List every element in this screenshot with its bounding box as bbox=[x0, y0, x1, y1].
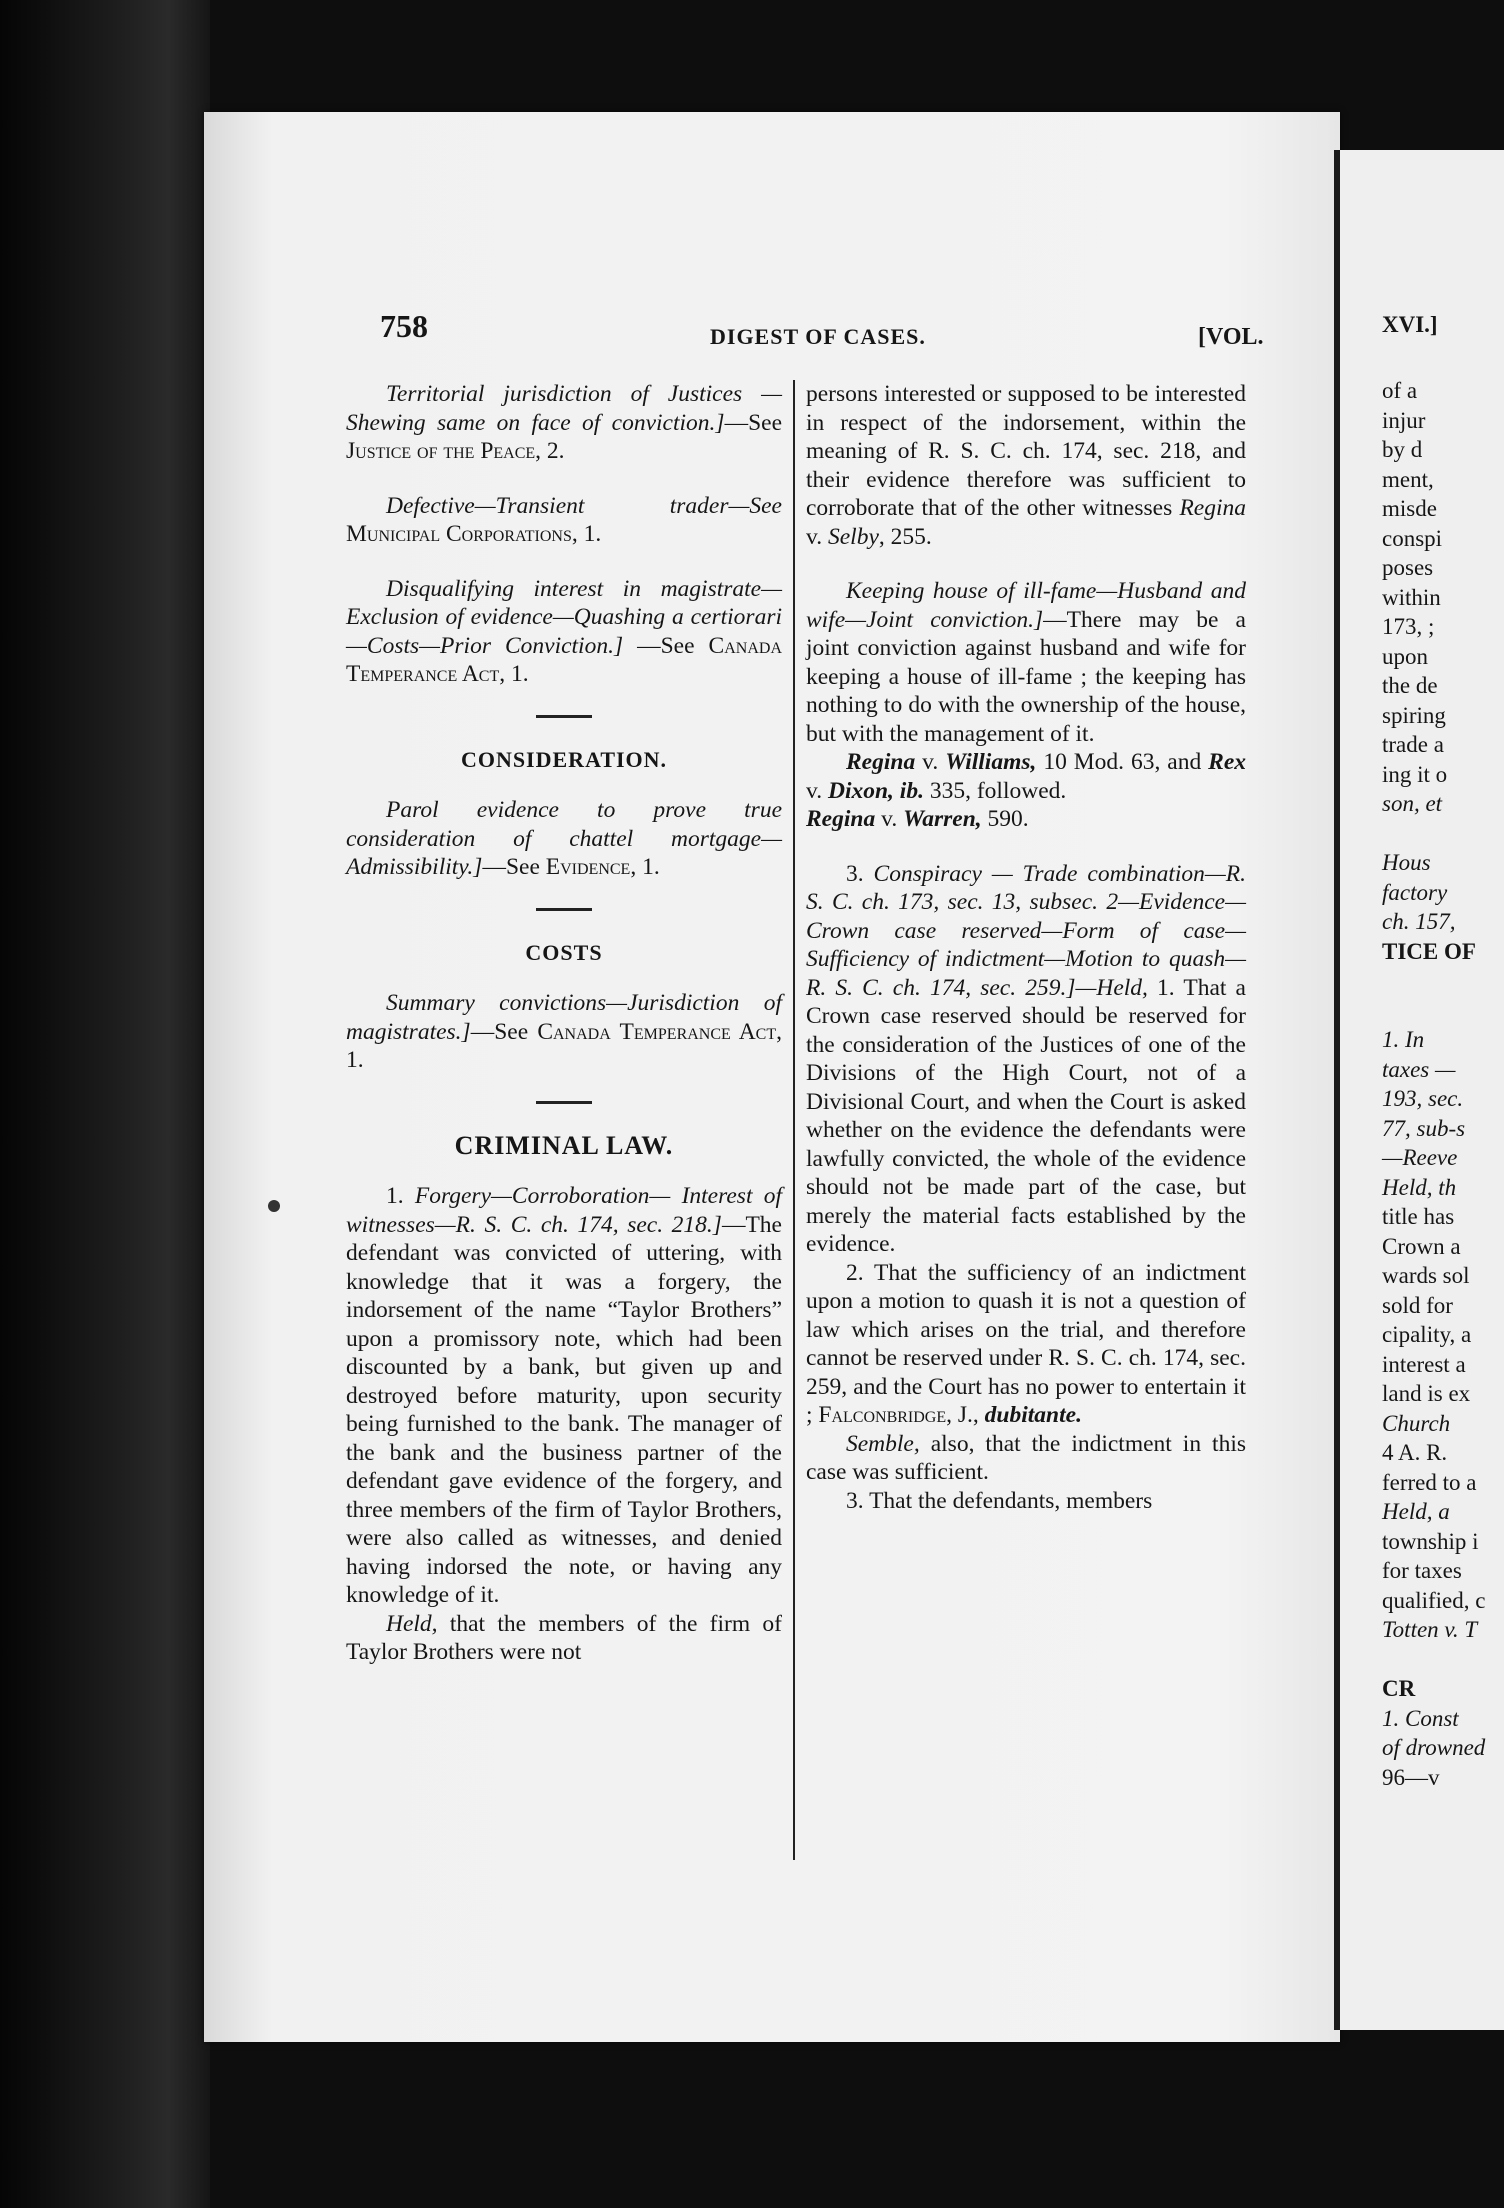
case-party: Warren, bbox=[903, 806, 982, 832]
facing-page-line: misde bbox=[1382, 496, 1437, 521]
section-rule bbox=[536, 908, 592, 911]
facing-page-line: upon bbox=[1382, 643, 1428, 669]
facing-page-line: cipality, a bbox=[1382, 1322, 1472, 1347]
facing-page-line: Hous bbox=[1382, 850, 1431, 875]
cross-reference: Canada Temperance Act bbox=[346, 632, 782, 687]
citation: 10 Mod. 63, and bbox=[1036, 749, 1209, 775]
entry-keywords: Defective—Transient trader— bbox=[386, 492, 750, 519]
page-number: 758 bbox=[380, 308, 428, 344]
entry-body: —There may be a joint conviction against husband and wife for keeping a house of ill-fame ; the keeping has nothing to do with the ownership of the house, but with the management of it. bbox=[806, 606, 1246, 747]
facing-page-line: factory bbox=[1382, 879, 1448, 905]
cross-reference: Municipal Corporations bbox=[346, 521, 572, 547]
page-ref: 590. bbox=[981, 806, 1029, 832]
facing-page-line: 77, sub-s bbox=[1382, 1115, 1466, 1141]
entry-body: 1. That a Crown case reserved should be reserved for the consideration of the Justices of one of the Divisions of the High Court, not of a Divisional Court, and when the Court is asked whether on the evidence the defendants were lawfully convicted, the whole of the evidence should not be made part of the case, but merely the material facts established by the evidence. bbox=[806, 974, 1246, 1257]
entry-keywords: Parol evidence to prove true consideration of chattel mortgage—Admissibility.] bbox=[346, 797, 782, 880]
semble-label: Semble, bbox=[846, 1430, 920, 1457]
entry-disqualifying-interest bbox=[346, 575, 782, 689]
held-label: —Held, bbox=[1075, 974, 1148, 1001]
case-name: Rex bbox=[1208, 749, 1246, 775]
entry-continuation bbox=[806, 380, 1246, 551]
left-column bbox=[346, 380, 782, 1667]
facing-page-line: Totten v. T bbox=[1382, 1617, 1478, 1642]
facing-page-line: township i bbox=[1382, 1528, 1479, 1554]
facing-page-line: spiring bbox=[1382, 702, 1446, 728]
entry-conspiracy-2 bbox=[806, 1259, 1246, 1430]
case-name: Regina bbox=[806, 806, 876, 832]
facing-page-line: trade a bbox=[1382, 732, 1444, 757]
facing-page-line: injur bbox=[1382, 407, 1426, 433]
entry-keywords: Keeping house of ill-fame—Husband and wife—Joint conviction.] bbox=[806, 578, 1246, 633]
entry-keywords: Disqualifying interest in magistrate—Exclusion of evidence—Quashing a certiorari—Costs—Prior Conviction.] bbox=[346, 575, 782, 659]
see-label: —See bbox=[724, 409, 782, 436]
section-rule bbox=[536, 1101, 592, 1104]
entry-number: 1. bbox=[386, 1183, 415, 1209]
entry-keywords: Territorial jurisdiction of Justices —Shewing same on face of conviction.] bbox=[346, 381, 782, 436]
facing-page-line: 96—v bbox=[1382, 1764, 1440, 1790]
facing-page-line: of a bbox=[1382, 378, 1418, 403]
entry-conspiracy-3 bbox=[806, 1487, 1246, 1516]
entry-keeping-house bbox=[806, 577, 1246, 748]
entry-conspiracy bbox=[806, 860, 1246, 1259]
entry-summary-convictions bbox=[346, 989, 782, 1075]
held-label: Held, bbox=[386, 1610, 438, 1637]
facing-page-line: qualified, c bbox=[1382, 1587, 1486, 1613]
entry-forgery bbox=[346, 1182, 782, 1610]
entry-body: 2. That the sufficiency of an indictment upon a motion to quash it is not a question of law which arises on the trial, and therefore cannot be reserved under R. S. C. ch. 174, sec. 259, and the Court has no power to entertain it ; bbox=[806, 1259, 1246, 1428]
facing-page-line: sold for bbox=[1382, 1292, 1453, 1318]
entry-body: —The defendant was convicted of uttering, with knowledge that it was a forgery, the indorsement of the name “Taylor Brothers” upon a promissory note, which had been discounted by a bank, but given up and destroyed before maturity, upon security being furnished to the bank. The manager of the bank and the business partner of the defendant gave evidence of the forgery, and three members of the firm of Taylor Brothers, were also called as witnesses, and denied having indorsed the note, or having any knowledge of it. bbox=[346, 1211, 782, 1608]
ref-number: , 1. bbox=[346, 1018, 782, 1073]
facing-page-line: land is ex bbox=[1382, 1381, 1471, 1406]
facing-page-line: ferred to a bbox=[1382, 1469, 1477, 1495]
facing-page-line: 1. In bbox=[1382, 1027, 1425, 1052]
column-divider bbox=[793, 380, 795, 1860]
right-column bbox=[806, 380, 1246, 1515]
case-name: Regina bbox=[1179, 495, 1247, 521]
entry-forgery-held bbox=[346, 1610, 782, 1667]
facing-page-line: by d bbox=[1382, 437, 1423, 462]
page-blemish bbox=[268, 1200, 280, 1212]
case-party: Williams, bbox=[945, 749, 1037, 775]
facing-page-line: the de bbox=[1382, 673, 1438, 698]
judge-name: Falconbridge, J., bbox=[818, 1402, 979, 1428]
facing-page-line: Church bbox=[1382, 1410, 1451, 1436]
entry-territorial-jurisdiction bbox=[346, 380, 782, 466]
facing-page-line: Crown a bbox=[1382, 1233, 1461, 1259]
facing-page-line: for taxes bbox=[1382, 1558, 1462, 1583]
entry-keywords: Conspiracy — Trade combination—R. S. C. ch. 173, sec. 13, subsec. 2—Evidence—Crown case reserved—Form of case—Sufficiency of indictment—Motion to quash—R. S. C. ch. 174, sec. 259.] bbox=[806, 860, 1247, 1001]
ref-number: , 1. bbox=[571, 521, 602, 547]
facing-page-line: CR bbox=[1382, 1676, 1416, 1701]
facing-page-line: interest a bbox=[1382, 1351, 1466, 1377]
entry-body: persons interested or supposed to be interested in respect of the indorsement, within the meaning of R. S. C. ch. 174, sec. 218, and their evidence therefore was sufficient to corroborate that of the other witnesses bbox=[806, 381, 1246, 521]
volume-label: [VOL. bbox=[1198, 324, 1264, 350]
facing-page-line: ment, bbox=[1382, 466, 1434, 492]
book-binding-shadow bbox=[0, 0, 210, 2208]
facing-page-line: 1. Const bbox=[1382, 1705, 1459, 1731]
facing-page-line: ing it o bbox=[1382, 761, 1448, 787]
facing-page-line: poses bbox=[1382, 555, 1434, 580]
facing-page-line: wards sol bbox=[1382, 1263, 1470, 1288]
page-ref: , 255. bbox=[878, 523, 932, 550]
versus: v. bbox=[806, 523, 828, 550]
versus: v. bbox=[915, 749, 946, 775]
page-header bbox=[380, 308, 1264, 358]
see-label: See bbox=[749, 492, 782, 519]
facing-page-line: Held, th bbox=[1382, 1174, 1457, 1200]
see-label: —See bbox=[623, 632, 709, 659]
facing-page-line: 193, sec. bbox=[1382, 1086, 1464, 1111]
cross-reference: Evidence bbox=[545, 854, 631, 880]
cross-reference: Canada Temperance Act bbox=[537, 1018, 777, 1045]
facing-page-header: XVI.] bbox=[1382, 312, 1438, 337]
running-title: DIGEST OF CASES. bbox=[710, 324, 926, 349]
entry-body: 3. That the defendants, members bbox=[846, 1487, 1153, 1514]
facing-page-line: ch. 157, bbox=[1382, 909, 1456, 934]
entry-body: also, that the indictment in this case was sufficient. bbox=[806, 1430, 1246, 1485]
entry-body: that the members of the firm of Taylor Brothers were not bbox=[346, 1610, 782, 1665]
facing-page-line: within bbox=[1382, 584, 1441, 610]
heading-criminal-law: CRIMINAL LAW. bbox=[454, 1130, 674, 1160]
facing-page-line: 173, ; bbox=[1382, 614, 1435, 639]
facing-page-line: title has bbox=[1382, 1204, 1455, 1229]
heading-costs: COSTS bbox=[525, 939, 603, 965]
heading-consideration: CONSIDERATION. bbox=[460, 746, 668, 772]
case-name: Regina bbox=[846, 749, 916, 775]
ref-number: , 1. bbox=[630, 854, 660, 880]
facing-page-line: 4 A. R. bbox=[1382, 1440, 1448, 1465]
facing-page-text bbox=[1360, 0, 1504, 2208]
facing-page-line: son, et bbox=[1382, 791, 1443, 816]
section-rule bbox=[536, 715, 592, 718]
see-label: —See bbox=[482, 854, 546, 880]
facing-page-line: TICE OF bbox=[1382, 938, 1476, 964]
entry-authorities bbox=[806, 748, 1246, 834]
citation: 335, followed. bbox=[923, 777, 1067, 804]
versus: v. bbox=[875, 806, 904, 832]
entry-semble bbox=[806, 1430, 1246, 1487]
ref-number: , 2. bbox=[535, 438, 565, 464]
dubitante-label: dubitante. bbox=[984, 1402, 1082, 1428]
facing-page-line: —Reeve bbox=[1382, 1145, 1458, 1170]
ref-number: , 1. bbox=[499, 661, 529, 687]
case-party: Selby bbox=[827, 523, 879, 550]
facing-page-line: conspi bbox=[1382, 525, 1443, 551]
versus: v. bbox=[806, 777, 828, 804]
entry-number: 3. bbox=[846, 860, 874, 887]
case-party: Dixon, ib. bbox=[827, 777, 924, 804]
cross-reference: Justice of the Peace bbox=[346, 438, 536, 464]
facing-page-line: Held, a bbox=[1382, 1499, 1450, 1524]
entry-parol-evidence bbox=[346, 796, 782, 882]
facing-page-line: taxes — bbox=[1382, 1056, 1456, 1082]
entry-keywords: Summary convictions—Jurisdiction of magistrates.] bbox=[346, 990, 782, 1045]
entry-keywords: Forgery—Corroboration— Interest of witnesses—R. S. C. ch. 174, sec. 218.] bbox=[346, 1183, 782, 1238]
entry-defective-transient bbox=[346, 492, 782, 549]
see-label: —See bbox=[470, 1018, 538, 1045]
facing-page-line: of drowned bbox=[1382, 1735, 1486, 1760]
